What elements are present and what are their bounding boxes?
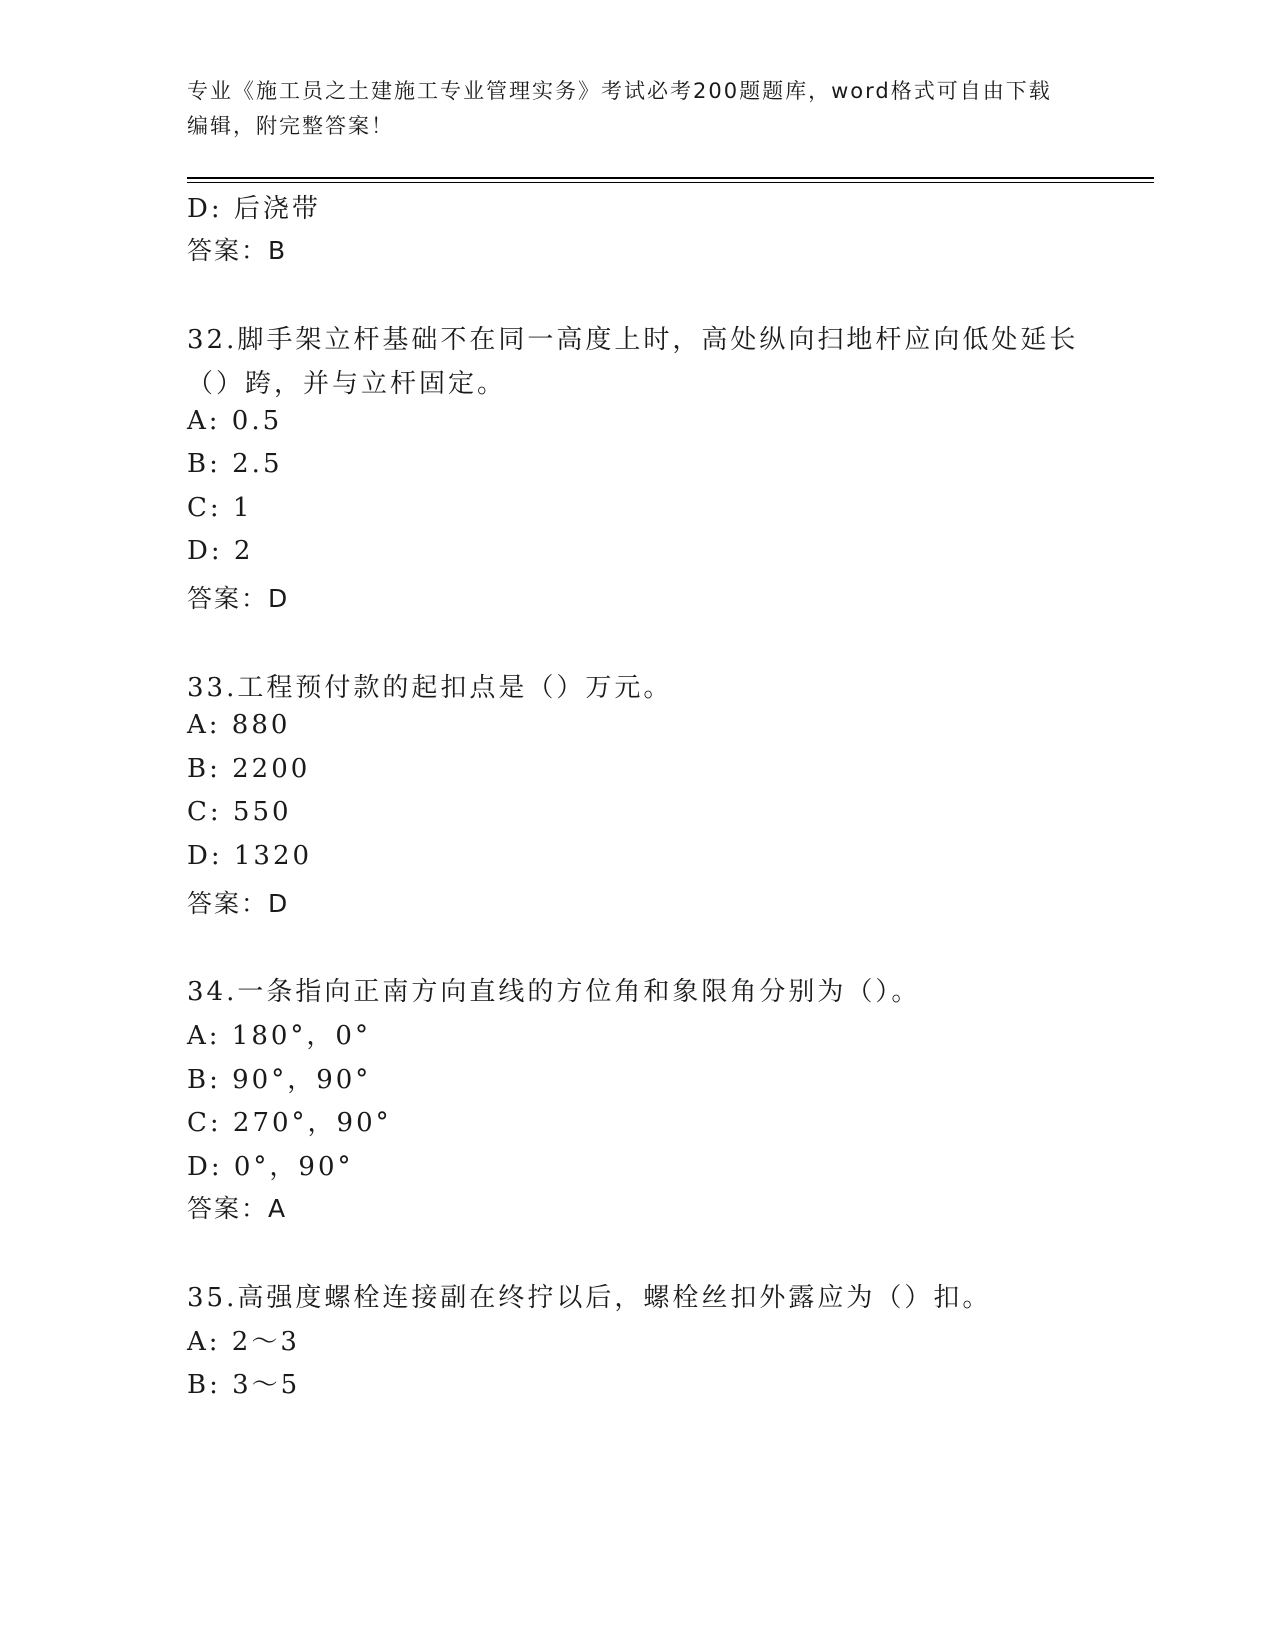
option-line: A: 0.5: [187, 406, 283, 436]
option-line: D: 2: [187, 536, 254, 566]
question-text: 33.工程预付款的起扣点是（）万元。: [187, 673, 673, 703]
option-line: D: 1320: [187, 841, 313, 871]
answer-line: 答案：D: [187, 584, 290, 613]
option-line: D: 后浇带: [187, 194, 321, 224]
option-line: B: 2200: [187, 754, 311, 784]
question-text: 34.一条指向正南方向直线的方位角和象限角分别为（）。: [187, 977, 921, 1007]
option-line: C: 1: [187, 493, 253, 523]
option-line: B: 3～5: [187, 1370, 301, 1400]
option-line: D: 0°，90°: [187, 1152, 354, 1182]
option-line: C: 550: [187, 797, 292, 827]
header-rule-thin: [187, 182, 1154, 183]
option-line: A: 2～3: [187, 1327, 300, 1357]
question-text: （）跨，并与立杆固定。: [187, 369, 507, 399]
document-header: 专业《施工员之土建施工专业管理实务》考试必考200题题库，word格式可自由下载编辑，附完整答案！: [187, 79, 1052, 138]
option-line: A: 180°，0°: [187, 1021, 371, 1051]
question-text: 35.高强度螺栓连接副在终拧以后，螺栓丝扣外露应为（）扣。: [187, 1283, 992, 1313]
answer-line: 答案：D: [187, 889, 290, 918]
option-line: C: 270°，90°: [187, 1108, 392, 1138]
option-line: B: 2.5: [187, 449, 283, 479]
answer-line: 答案：B: [187, 236, 288, 265]
header-rule-thick: [187, 177, 1154, 179]
option-line: A: 880: [187, 710, 291, 740]
question-text: 32.脚手架立杆基础不在同一高度上时，高处纵向扫地杆应向低处延长: [187, 325, 1079, 355]
option-line: B: 90°，90°: [187, 1065, 372, 1095]
answer-line: 答案：A: [187, 1194, 288, 1223]
